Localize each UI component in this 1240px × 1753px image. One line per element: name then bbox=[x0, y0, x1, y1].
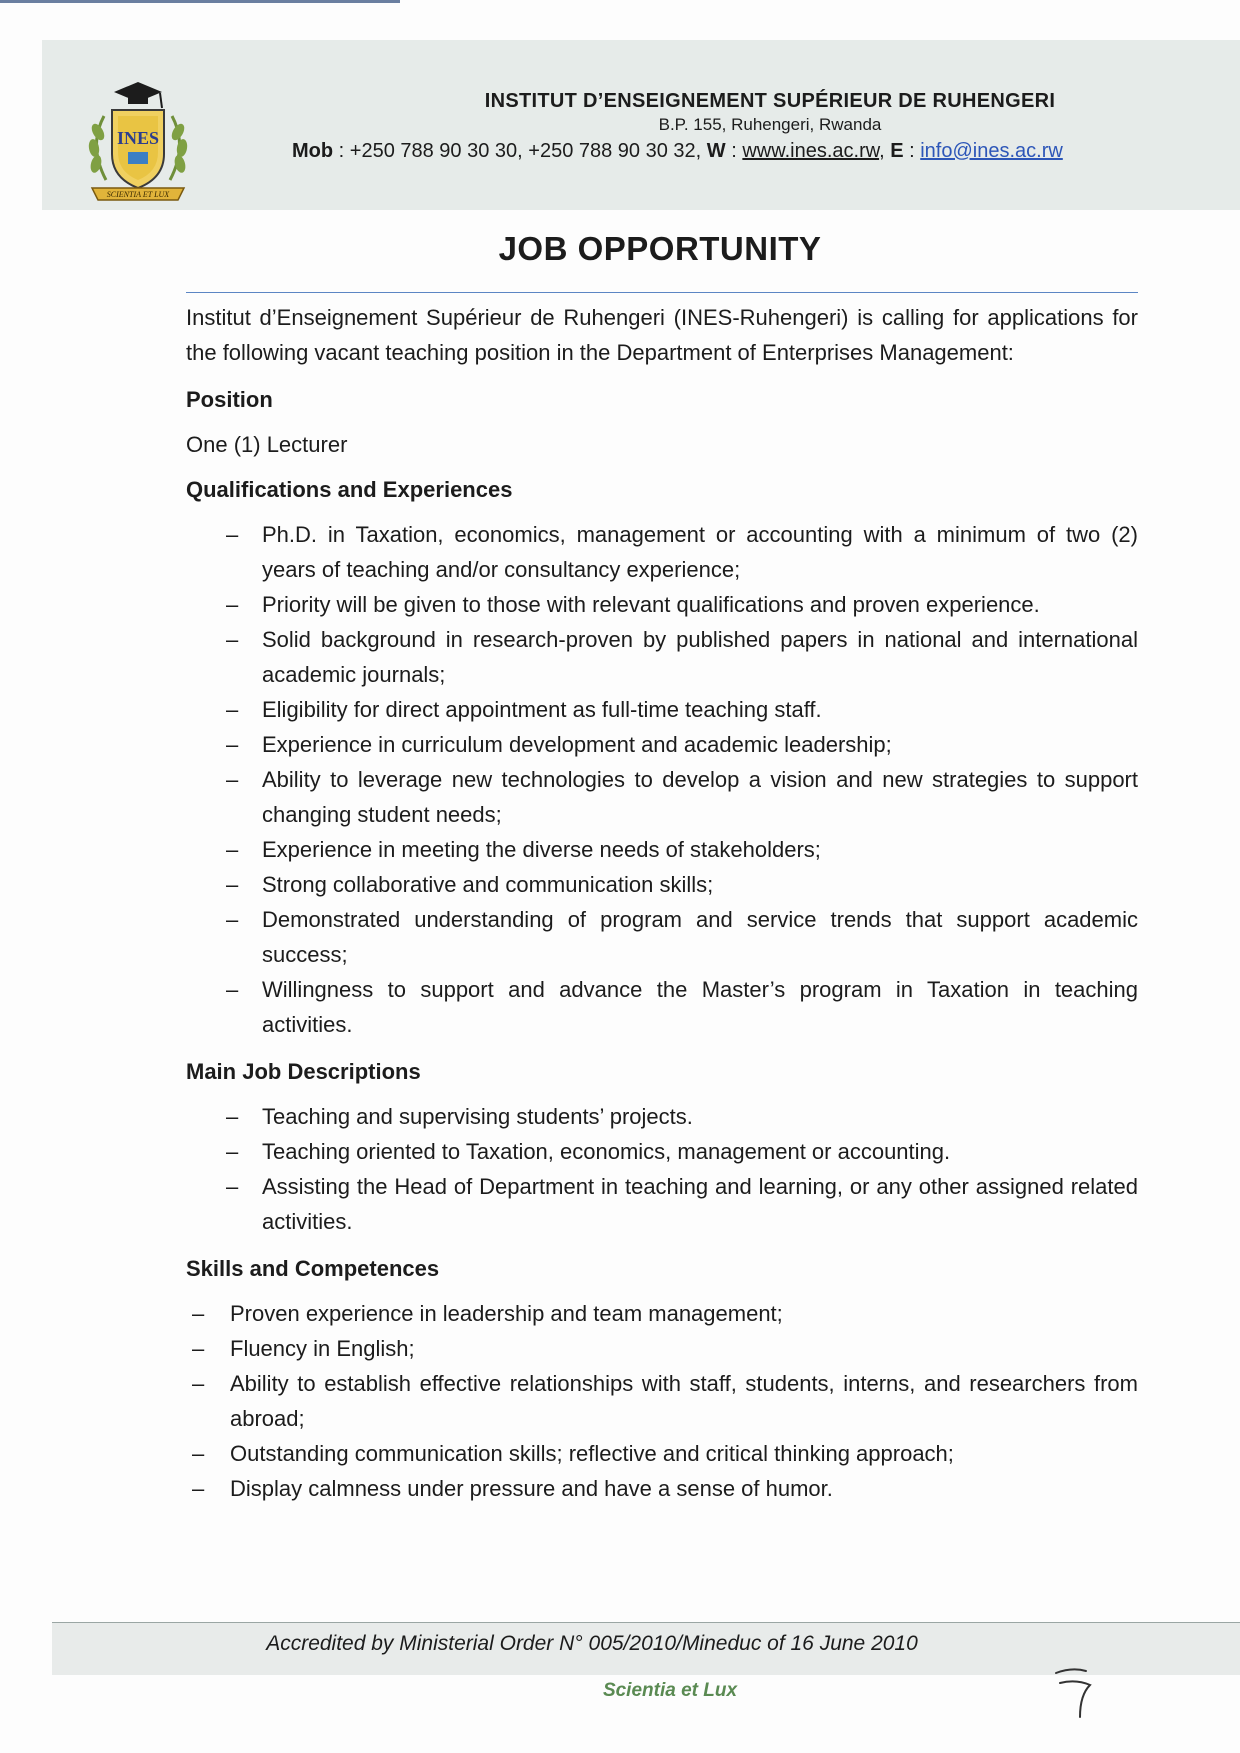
list-item-text: Priority will be given to those with relevant qualifications and proven experience. bbox=[262, 592, 1040, 617]
email-separator: : bbox=[909, 140, 915, 162]
mob-value: : +250 788 90 30 30, +250 788 90 30 32, bbox=[338, 140, 702, 162]
list-item bbox=[186, 622, 1138, 692]
skills-list bbox=[186, 1296, 1138, 1506]
list-item-text: Experience in meeting the diverse needs of stakeholders; bbox=[262, 837, 821, 862]
list-item bbox=[186, 692, 1138, 727]
descriptions-heading: Main Job Descriptions bbox=[186, 1059, 421, 1084]
list-item bbox=[186, 587, 1138, 622]
descriptions-list bbox=[186, 1099, 1138, 1239]
list-item bbox=[186, 1169, 1138, 1239]
list-item-text: Experience in curriculum development and academic leadership; bbox=[262, 732, 892, 757]
list-item-text: Display calmness under pressure and have a sense of humor. bbox=[230, 1476, 833, 1501]
dash-marker: – bbox=[226, 627, 239, 652]
org-address: B.P. 155, Ruhengeri, Rwanda bbox=[658, 115, 882, 134]
list-item bbox=[186, 1296, 1138, 1331]
list-item-text: Outstanding communication skills; reflective and critical thinking approach; bbox=[230, 1441, 954, 1466]
handwritten-page-mark-icon bbox=[1050, 1665, 1100, 1725]
dash-marker: – bbox=[192, 1301, 205, 1326]
list-item-text: Ability to leverage new technologies to develop a vision and new strategies to support changing student needs; bbox=[262, 767, 1138, 827]
org-contacts: Mob : +250 788 90 30 30, +250 788 90 30 32, W : www.ines.ac.rw, E : info@ines.ac.rw bbox=[292, 140, 1063, 162]
list-item-text: Willingness to support and advance the Master’s program in Taxation in teaching activities. bbox=[262, 977, 1138, 1037]
email-link[interactable]: info@ines.ac.rw bbox=[920, 140, 1063, 162]
logo-ribbon-text: SCIENTIA ET LUX bbox=[106, 190, 170, 199]
list-item bbox=[186, 1331, 1138, 1366]
list-item bbox=[186, 1134, 1138, 1169]
dash-marker: – bbox=[226, 907, 239, 932]
dash-marker: – bbox=[226, 522, 239, 547]
top-scan-rule bbox=[0, 0, 400, 3]
letterhead-text bbox=[270, 88, 1210, 166]
list-item bbox=[186, 1099, 1138, 1134]
list-item bbox=[186, 517, 1138, 587]
dash-marker: – bbox=[226, 1104, 239, 1129]
title-divider bbox=[186, 292, 1138, 293]
qualifications-list bbox=[186, 517, 1138, 1042]
web-separator: : bbox=[731, 140, 737, 162]
dash-marker: – bbox=[226, 1174, 239, 1199]
mob-label: Mob bbox=[292, 140, 334, 162]
list-item-text: Teaching and supervising students’ projects. bbox=[262, 1104, 693, 1129]
list-item bbox=[186, 867, 1138, 902]
dash-marker: – bbox=[192, 1336, 205, 1361]
dash-marker: – bbox=[226, 837, 239, 862]
dash-marker: – bbox=[192, 1371, 205, 1396]
skills-heading: Skills and Competences bbox=[186, 1256, 440, 1281]
org-name: INSTITUT D’ENSEIGNEMENT SUPÉRIEUR DE RUHENGERI bbox=[484, 90, 1056, 112]
position-heading: Position bbox=[186, 387, 273, 412]
ines-crest-logo-icon bbox=[82, 76, 194, 208]
email-label: E bbox=[890, 140, 904, 162]
dash-marker: – bbox=[192, 1476, 205, 1501]
dash-marker: – bbox=[192, 1441, 205, 1466]
website-link[interactable]: www.ines.ac.rw bbox=[742, 140, 880, 162]
position-value: One (1) Lecturer bbox=[186, 432, 348, 457]
list-item-text: Ph.D. in Taxation, economics, management or accounting with a minimum of two (2) years of teaching and/or consultancy experience; bbox=[262, 522, 1138, 582]
dash-marker: – bbox=[226, 732, 239, 757]
dash-marker: – bbox=[226, 697, 239, 722]
list-item-text: Eligibility for direct appointment as full-time teaching staff. bbox=[262, 697, 822, 722]
dash-marker: – bbox=[226, 592, 239, 617]
list-item-text: Demonstrated understanding of program and service trends that support academic success; bbox=[262, 907, 1138, 967]
dash-marker: – bbox=[226, 872, 239, 897]
logo-text: INES bbox=[116, 128, 160, 148]
list-item bbox=[186, 762, 1138, 832]
list-item bbox=[186, 902, 1138, 972]
motto: Scientia et Lux bbox=[602, 1680, 738, 1701]
list-item-text: Fluency in English; bbox=[230, 1336, 415, 1361]
list-item bbox=[186, 1366, 1138, 1436]
list-item-text: Solid background in research-proven by published papers in national and international academic journals; bbox=[262, 627, 1138, 687]
main-content bbox=[186, 300, 1138, 1518]
list-item bbox=[186, 832, 1138, 867]
accreditation-footer: Accredited by Ministerial Order N° 005/2010/Mineduc of 16 June 2010 bbox=[266, 1632, 918, 1655]
list-item-text: Assisting the Head of Department in teaching and learning, or any other assigned related activities. bbox=[262, 1174, 1138, 1234]
list-item-text: Proven experience in leadership and team management; bbox=[230, 1301, 783, 1326]
list-item bbox=[186, 727, 1138, 762]
list-item-text: Ability to establish effective relationships with staff, students, interns, and researchers from abroad; bbox=[230, 1371, 1138, 1431]
list-item-text: Teaching oriented to Taxation, economics, management or accounting. bbox=[262, 1139, 951, 1164]
dash-marker: – bbox=[226, 1139, 239, 1164]
qualifications-heading: Qualifications and Experiences bbox=[186, 477, 513, 502]
intro-paragraph: Institut d’Enseignement Supérieur de Ruhengeri (INES-Ruhengeri) is calling for applications for the following vacant teaching position in the Department of Enterprises Management: bbox=[186, 305, 1138, 365]
dash-marker: – bbox=[226, 977, 239, 1002]
list-item-text: Strong collaborative and communication skills; bbox=[262, 872, 714, 897]
list-item bbox=[186, 972, 1138, 1042]
web-label: W bbox=[706, 140, 726, 162]
list-item bbox=[186, 1471, 1138, 1506]
list-item bbox=[186, 1436, 1138, 1471]
dash-marker: – bbox=[226, 767, 239, 792]
page-title: JOB OPPORTUNITY bbox=[498, 230, 822, 267]
